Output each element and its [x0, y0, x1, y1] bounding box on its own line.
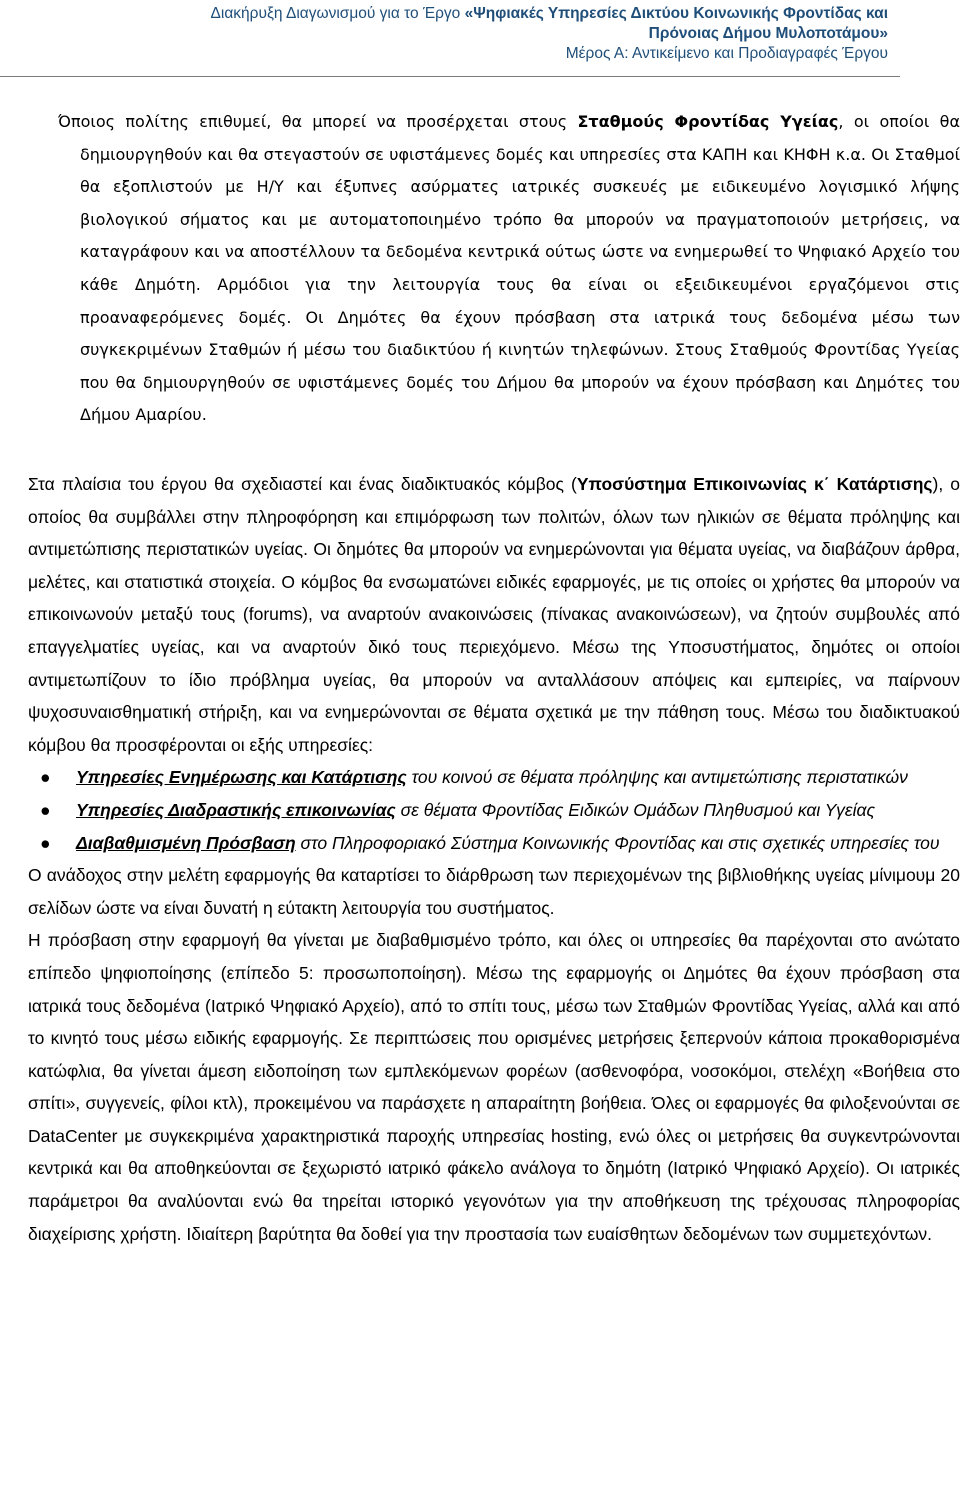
- body-paragraph-4: Η πρόσβαση στην εφαρμογή θα γίνεται με διαβαθμισμένο τρόπο, και όλες οι υπηρεσίες θα παρέχονται στο ανώτατο επίπεδο ψηφιοποίησης (επίπεδο 5: προσωποποίηση). Μέσω της εφαρμογής οι Δημότες θα έχουν πρόσβαση στα ιατρικά τους δεδομένα (Ιατρικό Ψηφιακό Αρχείο), από το σπίτι τους, μέσω των Σταθμών Φροντίδας Υγείας, αλλά και από το κινητό τους μέσω ειδικής εφαρμογής. Σε περιπτώσεις που ορισμένες μετρήσεις ξεπερνούν κάποια προκαθορισμένα κατώφλια, θα γίνεται άμεση ειδοποίηση των εμπλεκόμενων φορέων (ασθενοφόρα, νοσοκόμοι, στελέχη «Βοήθεια στο σπίτι», συγγενείς, φίλοι κτλ), προκειμένου να παράσχετε η απαραίτητη βοήθεια. Όλες οι εφαρμογές θα φιλοξενούνται σε DataCenter με συγκεκριμένα χαρακτηριστικά παροχής υπηρεσίας hosting, ενώ όλες οι μετρήσεις θα συγκεντρώνονται κεντρικά και θα αποθηκεύονται σε ξεχωριστό ιατρικό φάκελο ανάλογα το δημότη (Ιατρικό Ψηφιακό Αρχείο). Οι ιατρικές παράμετροι θα αναλύονται ενώ θα τηρείται ιστορικό γεγονότων για την αποθήκευση της τρέχουσας πληροφορίας διαχείρισης χρήστη. Ιδιαίτερη βαρύτητα θα δοθεί για την προστασία των ευαίσθητων δεδομένων των συμμετεχόντων.: [28, 930, 960, 1244]
- header-divider: [0, 76, 900, 77]
- intro-text-a: Όποιος πολίτης επιθυμεί, θα μπορεί να προσέρχεται στους: [58, 112, 578, 131]
- header-line-1: [8, 4, 888, 24]
- body-paragraph-3: Ο ανάδοχος στην μελέτη εφαρμογής θα καταρτίσει το διάρθρωση των περιεχομένων της βιβλιοθήκης υγείας μίνιμουμ 20 σελίδων ώστε να είναι δυνατή η εύτακτη λειτουργία του συστήματος.: [28, 865, 960, 918]
- list-item: [28, 761, 960, 794]
- list-item: [28, 794, 960, 827]
- p2-text-bold: Υποσύστημα Επικοινωνίας κ΄ Κατάρτισης: [576, 474, 933, 494]
- list-item-rest: του κοινού σε θέματα πρόληψης και αντιμετώπισης περιστατικών: [406, 767, 908, 788]
- intro-text-b: , οι οποίοι θα δημιουργηθούν και θα στεγαστούν σε υφιστάμενες δομές και υπηρεσίες στα ΚΑΠΗ και ΚΗΦΗ κ.α. Οι Σταθμοί θα εξοπλιστούν με Η/Υ και έξυπνες ασύρματες ιατρικές συσκευές με ειδικευμένο λογισμικό λήψης βιολογικού σήματος και με αυτοματοποιημένο τρόπο θα μπορούν να πραγματοποιούν μετρήσεις, να καταγράφουν και να αποστέλλουν τα δεδομένα κεντρικά ούτως ώστε να ενημερωθεί το Ψηφιακό Αρχείο του κάθε Δημότη. Αρμόδιοι για την λειτουργία τους θα είναι οι εξειδικευμένοι εργαζόμενοι στις προαναφερόμενες δομές. Οι Δημότες θα έχουν πρόσβαση στα ιατρικά τους δεδομένα μέσω των συγκεκριμένων Σταθμών ή μέσω του διαδικτύου ή κινητών τηλεφώνων. Στους Σταθμούς Φροντίδας Υγείας που θα δημιουργηθούν σε υφιστάμενες δομές του Δήμου θα μπορούν να έχουν πρόσβαση και Δημότες του Δήμου Αμαρίου.: [80, 112, 960, 425]
- bullet-icon: ●: [40, 799, 51, 820]
- intro-section: [58, 106, 960, 432]
- body-paragraph-2: [28, 468, 960, 761]
- list-item-bold: Διαβαθμισμένη Πρόσβαση: [76, 832, 296, 853]
- intro-paragraph: [58, 106, 960, 432]
- bullet-icon: ●: [40, 767, 51, 788]
- header-line-3: Μέρος Α: Αντικείμενο και Προδιαγραφές Έργου: [565, 45, 888, 62]
- p2-text-a: Στα πλαίσια του έργου θα σχεδιαστεί και ένας διαδικτυακός κόμβος (: [28, 474, 577, 494]
- intro-text-bold: Σταθμούς Φροντίδας Υγείας: [577, 112, 839, 131]
- list-item-rest: σε θέματα Φροντίδας Ειδικών Ομάδων Πληθυσμού και Υγείας: [395, 799, 875, 820]
- header-line-2-bold: Πρόνοιας Δήμου Μυλοποτάμου»: [648, 25, 888, 42]
- list-item-bold: Υπηρεσίες Διαδραστικής επικοινωνίας: [76, 799, 396, 820]
- header-line-1-bold: «Ψηφιακές Υπηρεσίες Δικτύου Κοινωνικής Φροντίδας και: [464, 5, 888, 22]
- header-line-2: [8, 24, 888, 44]
- document-header: [8, 4, 888, 64]
- bullet-icon: ●: [40, 832, 51, 853]
- main-section: [28, 468, 960, 1250]
- services-list: [28, 761, 960, 859]
- list-item: [28, 827, 960, 860]
- list-item-bold: Υπηρεσίες Ενημέρωσης και Κατάρτισης: [76, 767, 407, 788]
- p2-text-b: ), ο οποίος θα συμβάλλει στην πληροφόρηση και επιμόρφωση των πολιτών, όλων των ηλικιών σε θέματα πρόληψης και αντιμετώπισης περιστατικών υγείας. Οι δημότες θα μπορούν να ενημερώνονται για θέματα υγείας, να διαβάζουν άρθρα, μελέτες, και στατιστικά στοιχεία. Ο κόμβος θα ενσωματώνει ειδικές εφαρμογές, με τις οποίες οι χρήστες θα μπορούν να επικοινωνούν μεταξύ τους (forums), να αναρτούν ανακοινώσεις (πίνακας ανακοινώσεων), να ζητούν συμβουλές από επαγγελματίες υγείας, και να αναρτούν δικό τους περιεχόμενο. Μέσω της Υποσυστήματος, δημότες οι οποίοι αντιμετωπίζουν το ίδιο πρόβλημα υγείας, θα μπορούν να ανταλλάσουν απόψεις και εμπειρίες, να παίρνουν ψυχοσυναισθηματική στήριξη, και να ενημερώνονται σε θέματα σχετικά με την πάθηση τους. Μέσω του διαδικτυακού κόμβου θα προσφέρονται οι εξής υπηρεσίες:: [28, 474, 960, 755]
- list-item-rest: στο Πληροφοριακό Σύστημα Κοινωνικής Φροντίδας και στις σχετικές υπηρεσίες του: [295, 832, 940, 853]
- header-line-1-prefix: Διακήρυξη Διαγωνισμού για το Έργο: [210, 5, 465, 22]
